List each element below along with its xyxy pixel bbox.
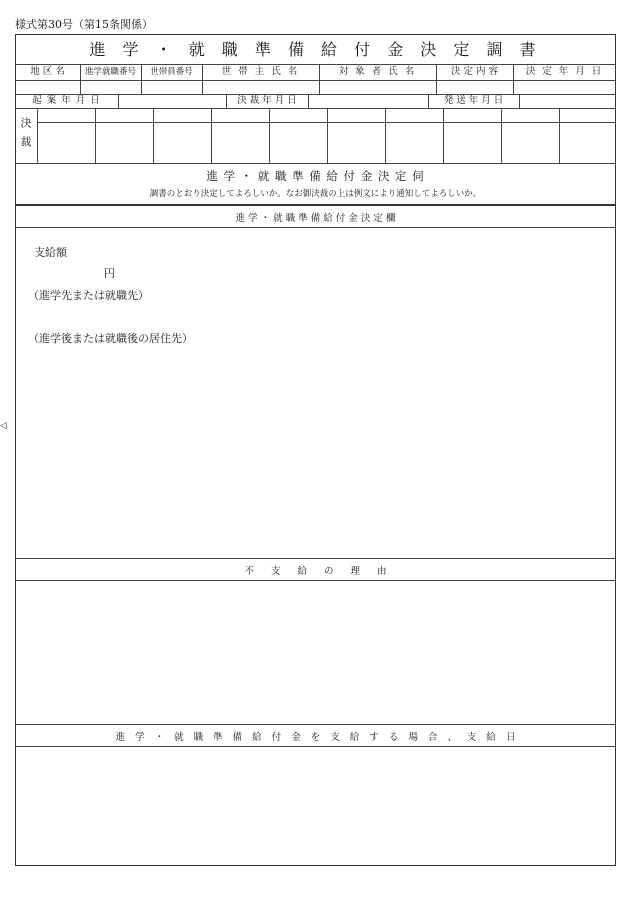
col-divider	[385, 108, 386, 163]
label-approval-date: 決 裁 年 月 日	[237, 95, 297, 106]
rule-under-inquiry	[15, 204, 616, 206]
rule-above-payment-day	[15, 724, 616, 725]
col-divider	[211, 108, 212, 163]
rule-under-headers	[15, 80, 616, 81]
header-district: 地 区 名	[30, 66, 65, 77]
payment-day-header: 進 学 ・ 就 職 準 備 給 付 金 を 支 給 す る 場 合 、 支 給 日	[115, 732, 516, 743]
destination-label: （進学先または就職先）	[28, 289, 149, 302]
header-decision-content: 決 定 内 容	[450, 66, 499, 77]
col-divider	[153, 108, 154, 163]
form-title: 進 学 ・ 就 職 準 備 給 付 金 決 定 調 書	[89, 40, 542, 59]
col-divider	[95, 108, 96, 163]
rule-above-reason	[15, 558, 616, 559]
header-decision-date: 決 定 年 月 日	[525, 66, 604, 77]
rule-under-approval	[15, 163, 616, 164]
label-dispatch-date: 発 送 年 月 日	[443, 95, 504, 106]
inquiry-title: 進 学 ・ 就 職 準 備 給 付 金 決 定 伺	[206, 169, 425, 183]
rule-under-dates	[15, 108, 616, 109]
rule-under-payment-day	[15, 746, 616, 747]
header-advance-number: 進学就職番号	[84, 67, 136, 77]
header-householder-name: 世 帯 主 氏 名	[221, 66, 300, 77]
left-triangle-icon: ◁	[0, 421, 7, 431]
col-divider	[118, 94, 119, 108]
amount-label: 支給額	[34, 246, 67, 259]
decision-section-header: 進 学 ・ 就 職 準 備 給 付 金 決 定 欄	[235, 213, 396, 224]
col-divider	[443, 108, 444, 163]
col-divider	[519, 94, 520, 108]
col-divider	[501, 108, 502, 163]
col-divider	[308, 94, 309, 108]
yen-unit: 円	[104, 267, 115, 280]
col-divider	[327, 108, 328, 163]
col-divider	[37, 108, 38, 163]
approval-label: 決裁	[19, 117, 32, 155]
inquiry-text: 調書のとおり決定してよろしいか。なお御決裁の上は例文により通知してよろしいか。	[149, 189, 482, 199]
header-subject-name: 対 象 者 氏 名	[338, 66, 417, 77]
col-divider	[269, 108, 270, 163]
rule-under-decision-header	[15, 227, 616, 228]
label-draft-date: 起 案 年 月 日	[32, 95, 101, 106]
reason-header: 不 支 給 の 理 由	[244, 566, 387, 577]
residence-label: （進学後または就職後の居住先）	[28, 332, 193, 345]
col-divider	[559, 108, 560, 163]
header-household-member-number: 世帯員番号	[150, 67, 193, 77]
form-number: 様式第30号（第15条関係）	[15, 18, 153, 31]
rule-under-reason	[15, 580, 616, 581]
